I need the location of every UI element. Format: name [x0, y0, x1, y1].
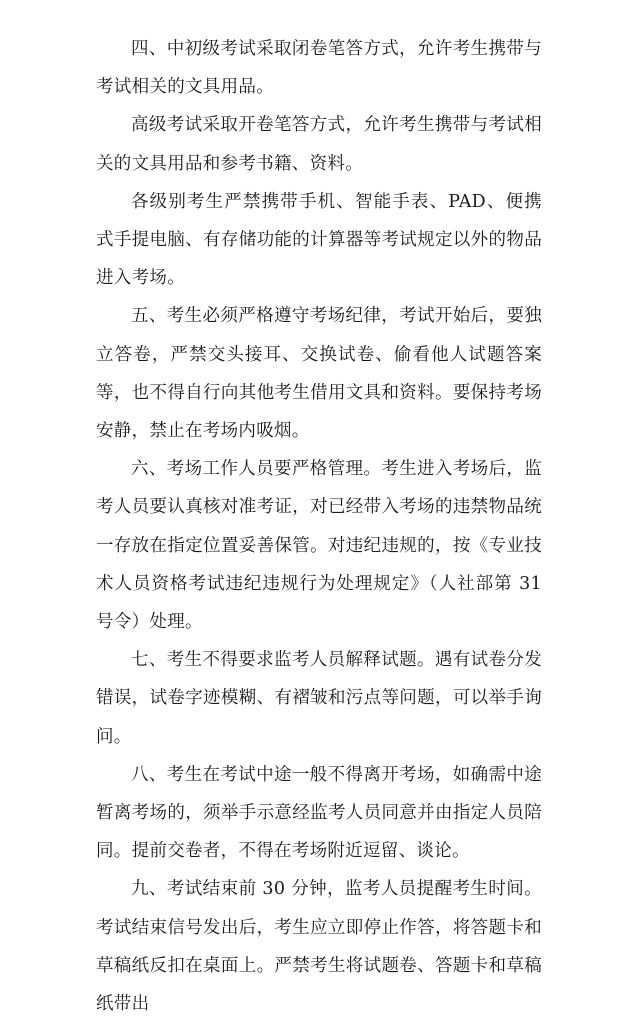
- paragraph-rule-7: 七、考生不得要求监考人员解释试题。遇有试卷分发错误，试卷字迹模糊、有褶皱和污点等问题，可以举手询问。: [96, 650, 542, 747]
- paragraph-rule-5: 五、考生必须严格遵守考场纪律，考试开始后，要独立答卷，严禁交头接耳、交换试卷、偷看他人试题答案等，也不得自行向其他考生借用文具和资料。要保持考场安静，禁止在考场内吸烟。: [96, 306, 542, 442]
- paragraph-rule-8: 八、考生在考试中途一般不得离开考场，如确需中途暂离考场的，须举手示意经监考人员同意并由指定人员陪同。提前交卷者，不得在考场附近逗留、谈论。: [96, 764, 542, 862]
- paragraph-rule-6: 六、考场工作人员要严格管理。考生进入考场后，监考人员要认真核对准考证，对已经带入考场的违禁物品统一存放在指定位置妥善保管。对违纪违规的，按《专业技术人员资格考试违纪违规行为处理规定》（人社部第 31 号令）处理。: [96, 459, 542, 633]
- paragraph-rule-9: 九、考试结束前 30 分钟，监考人员提醒考生时间。考试结束信号发出后，考生应立即停止作答，将答题卡和草稿纸反扣在桌面上。严禁考生将试题卷、答题卡和草稿纸带出: [96, 879, 542, 1015]
- document-body: [96, 30, 542, 1023]
- paragraph-rule-4: 四、中初级考试采取闭卷笔答方式，允许考生携带与考试相关的文具用品。: [96, 39, 542, 98]
- paragraph-advanced-exam: 高级考试采取开卷笔答方式，允许考生携带与考试相关的文具用品和参考书籍、资料。: [96, 115, 542, 174]
- paragraph-prohibited-items: 各级别考生严禁携带手机、智能手表、PAD、便携式手提电脑、有存储功能的计算器等考试规定以外的物品进入考场。: [96, 191, 542, 289]
